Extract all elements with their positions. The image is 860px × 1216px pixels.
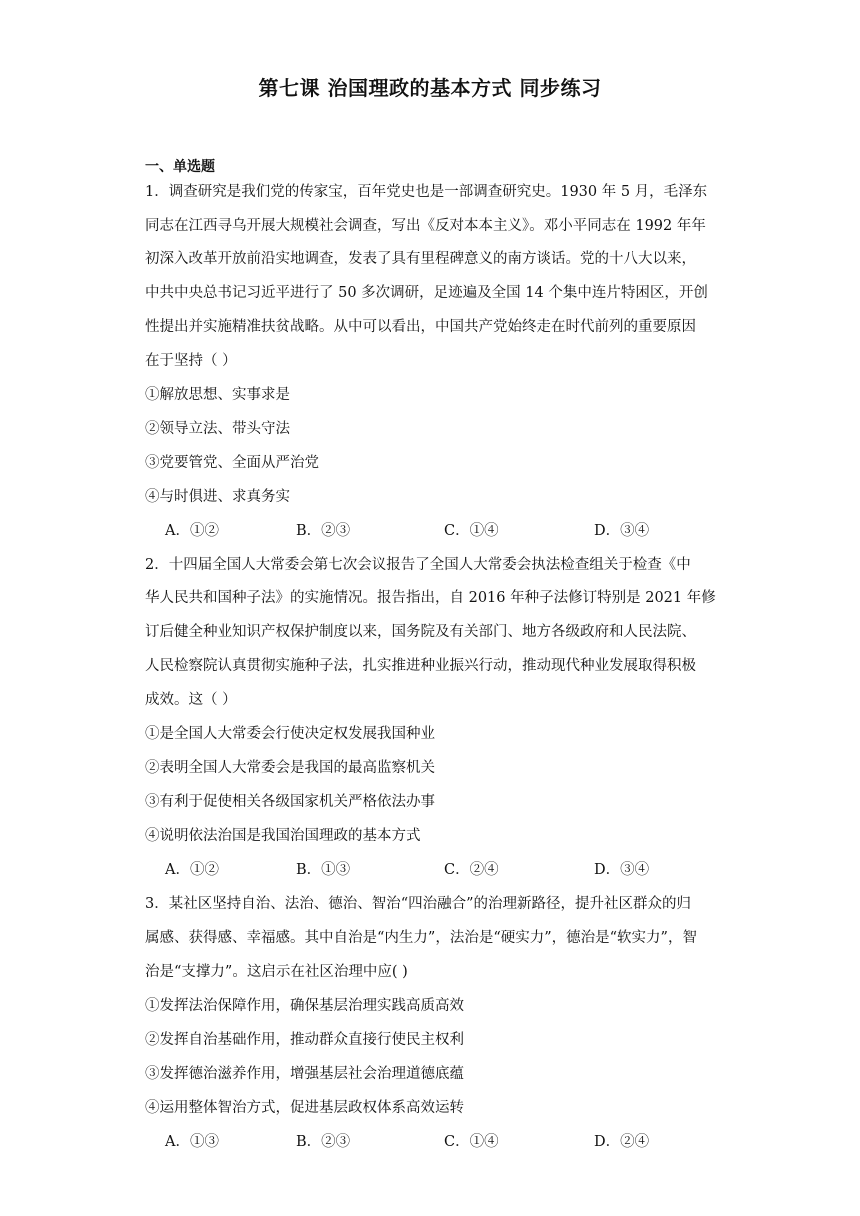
question-1-option-c[interactable]: C．①④ [444, 523, 499, 539]
question-3-option-c[interactable]: C．①④ [444, 1134, 499, 1150]
question-2-statement: ③有利于促使相关各级国家机关严格依法办事 [145, 794, 435, 810]
question-1-text-line: 中共中央总书记习近平进行了 50 多次调研，足迹遍及全国 14 个集中连片特困区，开创 [145, 285, 708, 301]
section-heading: 一、单选题 [145, 159, 215, 175]
question-3-text-line: 治是“支撑力”。这启示在社区治理中应( ) [145, 964, 408, 980]
question-1-statement: ①解放思想、实事求是 [145, 387, 290, 403]
question-3-option-a[interactable]: A．①③ [165, 1134, 219, 1150]
question-1-option-d[interactable]: D．③④ [594, 523, 650, 539]
question-3-text-line: 3．某社区坚持自治、法治、德治、智治“四治融合”的治理新路径，提升社区群众的归 [145, 896, 692, 912]
question-1-statement: ④与时俱进、求真务实 [145, 489, 290, 505]
question-1-option-a[interactable]: A．①② [165, 523, 219, 539]
question-2-option-c[interactable]: C．②④ [444, 862, 499, 878]
question-3-statement: ①发挥法治保障作用，确保基层治理实践高质高效 [145, 998, 464, 1014]
question-3-option-d[interactable]: D．②④ [594, 1134, 650, 1150]
question-2-text-line: 人民检察院认真贯彻实施种子法，扎实推进种业振兴行动，推动现代种业发展取得积极 [145, 658, 696, 674]
question-2-option-d[interactable]: D．③④ [594, 862, 650, 878]
question-1-text-line: 初深入改革开放前沿实地调查，发表了具有里程碑意义的南方谈话。党的十八大以来， [145, 251, 696, 267]
question-2-option-a[interactable]: A．①② [165, 862, 219, 878]
question-1-statement: ③党要管党、全面从严治党 [145, 455, 319, 471]
question-1-option-b[interactable]: B．②③ [296, 523, 351, 539]
question-2-text-line: 2．十四届全国人大常委会第七次会议报告了全国人大常委会执法检查组关于检查《中 [145, 557, 691, 573]
question-3-text-line: 属感、获得感、幸福感。其中自治是“内生力”，法治是“硬实力”，德治是“软实力”，智 [145, 930, 697, 946]
question-2-statement: ④说明依法治国是我国治国理政的基本方式 [145, 828, 421, 844]
question-3-statement: ②发挥自治基础作用，推动群众直接行使民主权利 [145, 1032, 464, 1048]
question-1-text-line: 在于坚持（ ） [145, 353, 237, 369]
question-3-statement: ③发挥德治滋养作用，增强基层社会治理道德底蕴 [145, 1066, 464, 1082]
question-2-statement: ②表明全国人大常委会是我国的最高监察机关 [145, 760, 435, 776]
question-3-option-b[interactable]: B．②③ [296, 1134, 351, 1150]
question-2-text-line: 华人民共和国种子法》的实施情况。报告指出，自 2016 年种子法修订特别是 2021 年修 [145, 590, 716, 606]
page-title: 第七课 治国理政的基本方式 同步练习 [258, 76, 602, 100]
question-1-text-line: 同志在江西寻乌开展大规模社会调查，写出《反对本本主义》。邓小平同志在 1992 年年 [145, 218, 706, 234]
question-2-statement: ①是全国人大常委会行使决定权发展我国种业 [145, 726, 435, 742]
question-2-text-line: 订后健全种业知识产权保护制度以来，国务院及有关部门、地方各级政府和人民法院、 [145, 624, 696, 640]
question-3-statement: ④运用整体智治方式，促进基层政权体系高效运转 [145, 1100, 464, 1116]
question-2-option-b[interactable]: B．①③ [296, 862, 351, 878]
question-1-text-line: 性提出并实施精准扶贫战略。从中可以看出，中国共产党始终走在时代前列的重要原因 [145, 319, 696, 335]
question-1-text-line: 1．调查研究是我们党的传家宝，百年党史也是一部调查研究史。1930 年 5 月，毛泽东 [145, 184, 708, 200]
question-1-statement: ②领导立法、带头守法 [145, 421, 290, 437]
question-2-text-line: 成效。这（ ） [145, 692, 237, 708]
